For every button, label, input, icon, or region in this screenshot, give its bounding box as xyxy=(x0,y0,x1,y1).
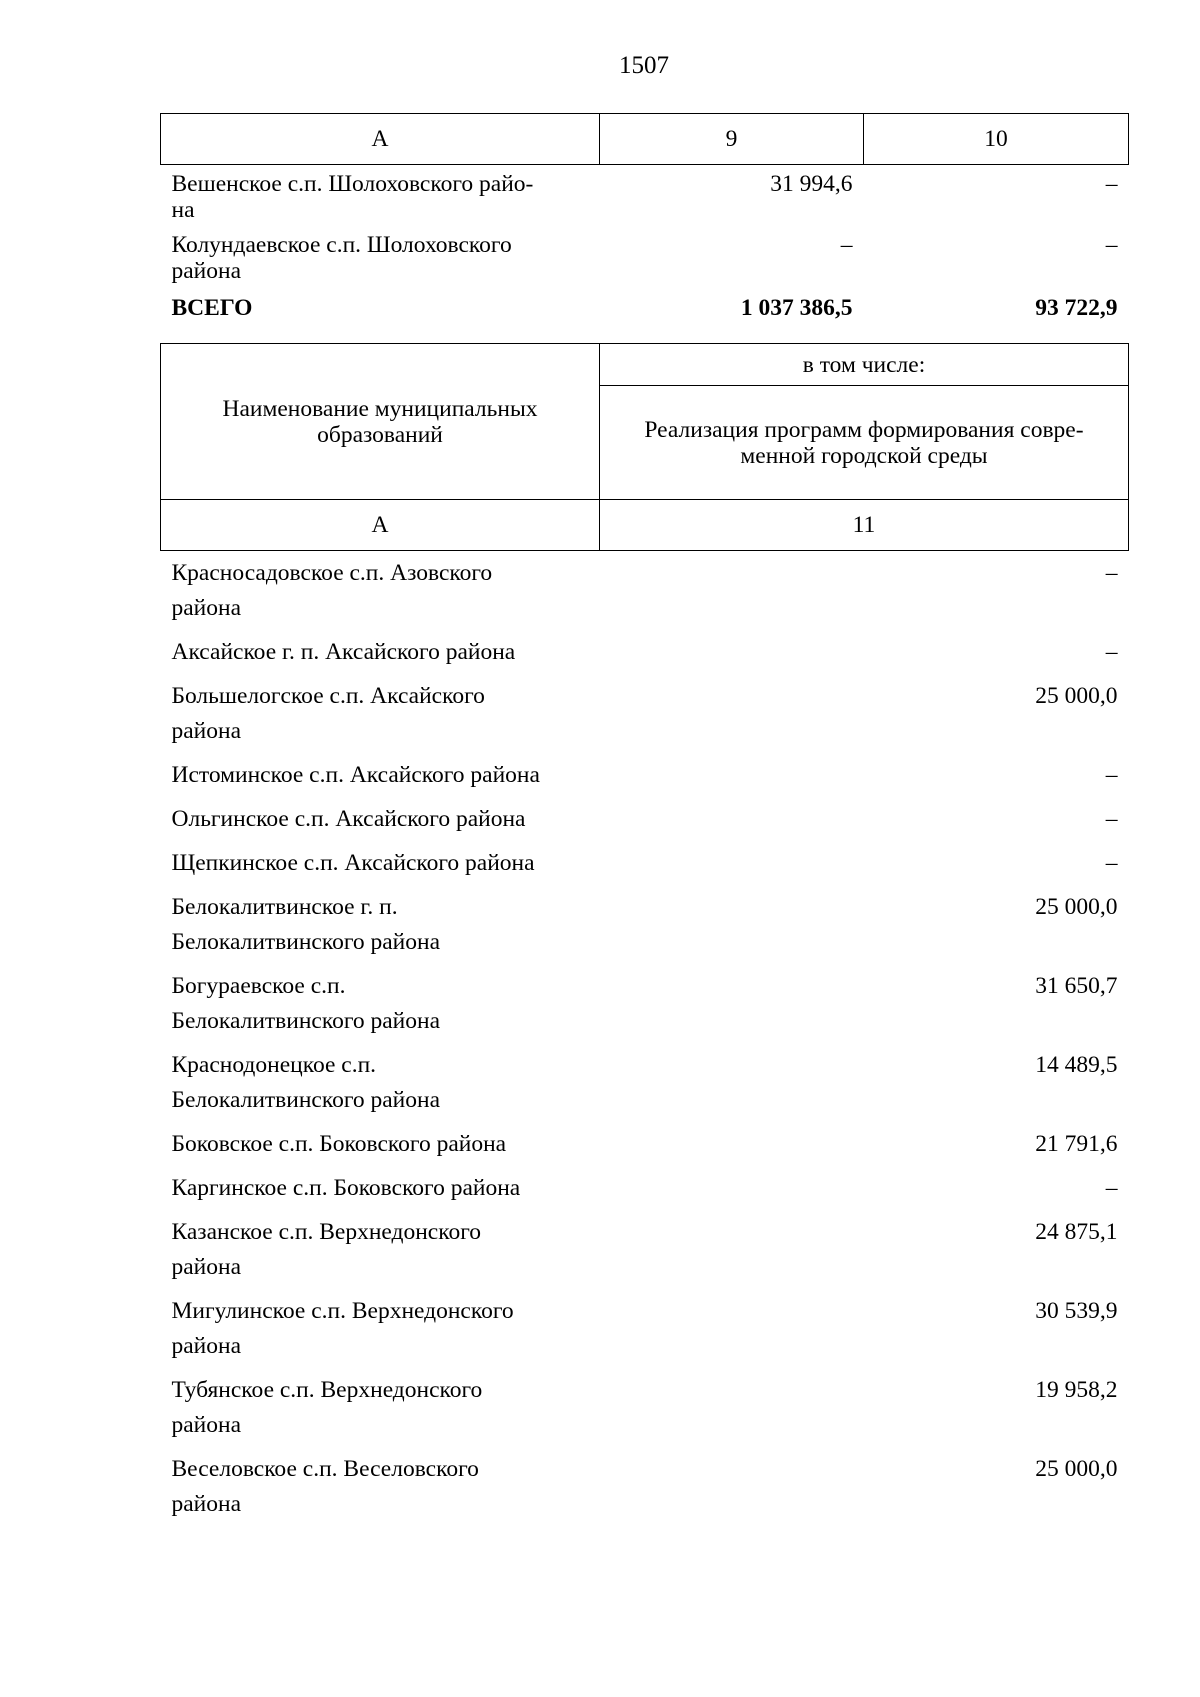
table-row xyxy=(161,1210,1129,1289)
municipality-name: Красносадовское с.п. Азовского района xyxy=(171,560,493,621)
table-row xyxy=(161,226,1129,287)
table-row xyxy=(161,551,1129,631)
table-row xyxy=(161,1368,1129,1447)
table-row xyxy=(161,1122,1129,1166)
page-number: 1507 xyxy=(619,52,669,79)
total-label: ВСЕГО xyxy=(171,295,253,321)
table-row xyxy=(161,630,1129,674)
value-col10: – xyxy=(1105,171,1118,197)
municipality-name: Вешенское с.п. Шолоховского райо- на xyxy=(171,171,534,223)
column-header-including: в том числе: xyxy=(600,344,1129,386)
total-col10: 93 722,9 xyxy=(1035,295,1118,321)
value-col11: 30 539,9 xyxy=(1035,1298,1118,1324)
table-body xyxy=(161,551,1129,1527)
value-col11: 31 650,7 xyxy=(1035,973,1118,999)
table-column-11 xyxy=(160,343,1129,1526)
municipality-name: Каргинское с.п. Боковского района xyxy=(171,1175,521,1201)
column-number-row xyxy=(161,114,1129,165)
value-col11: – xyxy=(1105,806,1118,832)
table-row xyxy=(161,1447,1129,1526)
value-col11: – xyxy=(1105,639,1118,665)
column-header-name: Наименование муниципальных образований xyxy=(161,344,600,500)
value-col11: – xyxy=(1105,762,1118,788)
value-col11: – xyxy=(1105,560,1118,586)
value-col9: 31 994,6 xyxy=(770,171,853,197)
municipality-name: Аксайское г. п. Аксайского района xyxy=(171,639,516,665)
table-row xyxy=(161,964,1129,1043)
value-col11: – xyxy=(1105,850,1118,876)
municipality-name: Большелогское с.п. Аксайского района xyxy=(171,683,485,744)
value-col11: 25 000,0 xyxy=(1035,683,1118,709)
municipality-name: Казанское с.п. Верхнедонского района xyxy=(171,1219,482,1280)
value-col11: 19 958,2 xyxy=(1035,1377,1118,1403)
municipality-name: Веселовское с.п. Веселовского района xyxy=(171,1456,479,1517)
municipality-name: Тубянское с.п. Верхнедонского района xyxy=(171,1377,483,1438)
column-header-program: Реализация программ формирования совре- менной городской среды xyxy=(600,386,1129,500)
municipality-name: Белокалитвинское г. п. Белокалитвинского района xyxy=(171,894,441,955)
column-header-11: 11 xyxy=(600,500,1129,551)
column-number-row xyxy=(161,500,1129,551)
column-header-a: А xyxy=(161,114,600,165)
value-col9: – xyxy=(840,232,853,258)
total-row xyxy=(161,287,1129,331)
total-col9: 1 037 386,5 xyxy=(740,295,853,321)
column-header-9: 9 xyxy=(600,114,864,165)
municipality-name: Колундаевское с.п. Шолоховского района xyxy=(171,232,512,284)
value-col11: 24 875,1 xyxy=(1035,1219,1118,1245)
table-row xyxy=(161,165,1129,227)
table-row xyxy=(161,674,1129,753)
municipality-name: Ольгинское с.п. Аксайского района xyxy=(171,806,526,832)
table-row xyxy=(161,1289,1129,1368)
table-row xyxy=(161,1166,1129,1210)
value-col11: 25 000,0 xyxy=(1035,894,1118,920)
municipality-name: Краснодонецкое с.п. Белокалитвинского района xyxy=(171,1052,441,1113)
municipality-name: Боковское с.п. Боковского района xyxy=(171,1131,507,1157)
table-row xyxy=(161,841,1129,885)
value-col11: 21 791,6 xyxy=(1035,1131,1118,1157)
table-row xyxy=(161,1043,1129,1122)
table-row xyxy=(161,797,1129,841)
table-columns-9-10 xyxy=(160,113,1129,331)
table-row xyxy=(161,753,1129,797)
table-row xyxy=(161,885,1129,964)
municipality-name: Мигулинское с.п. Верхнедонского района xyxy=(171,1298,514,1359)
municipality-name: Щепкинское с.п. Аксайского района xyxy=(171,850,535,876)
header-row-top xyxy=(161,344,1129,386)
municipality-name: Истоминское с.п. Аксайского района xyxy=(171,762,540,788)
municipality-name: Богураевское с.п. Белокалитвинского района xyxy=(171,973,441,1034)
value-col10: – xyxy=(1105,232,1118,258)
table-part-1 xyxy=(160,113,1128,331)
value-col11: – xyxy=(1105,1175,1118,1201)
column-header-10: 10 xyxy=(864,114,1129,165)
column-header-a: А xyxy=(161,500,600,551)
value-col11: 14 489,5 xyxy=(1035,1052,1118,1078)
value-col11: 25 000,0 xyxy=(1035,1456,1118,1482)
table-part-2 xyxy=(160,343,1128,1526)
